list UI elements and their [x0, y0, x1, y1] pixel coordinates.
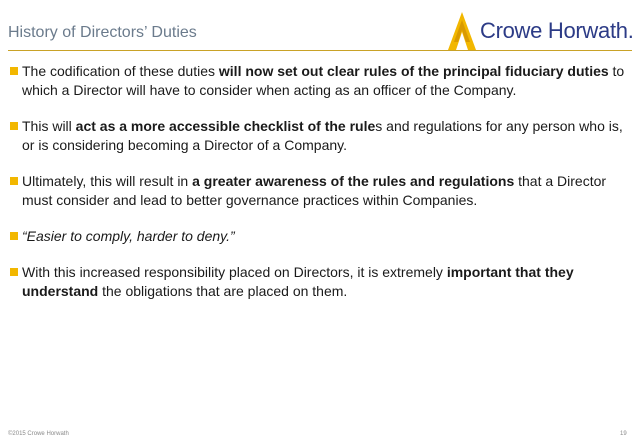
- square-bullet-icon: [10, 67, 18, 75]
- bullet-item: [10, 117, 630, 155]
- bullet-text: This will: [22, 118, 76, 134]
- bullet-list: [10, 62, 630, 318]
- footer-copyright: ©2015 Crowe Horwath: [8, 431, 69, 437]
- crowe-horwath-logo: [442, 10, 632, 50]
- bullet-text: s and regulations for any person who is, or is considering becoming a Director of a Company.: [22, 118, 623, 153]
- bullet-text: the obligations that are placed on them.: [98, 283, 348, 299]
- header-divider: [8, 50, 632, 51]
- quote-text: “Easier to comply, harder to deny.”: [22, 228, 235, 244]
- square-bullet-icon: [10, 177, 18, 185]
- bullet-text: that a Director must consider and lead to better governance practices within Companies.: [22, 173, 607, 208]
- square-bullet-icon: [10, 122, 18, 130]
- logo-wordmark-text: Crowe Horwath: [480, 18, 628, 43]
- bullet-text: to which a Director will have to consider when acting as an officer of the Company.: [22, 63, 625, 98]
- square-bullet-icon: [10, 232, 18, 240]
- square-bullet-icon: [10, 268, 18, 276]
- bullet-text: Ultimately, this will result in: [22, 173, 193, 189]
- bullet-item: [10, 172, 630, 210]
- logo-wordmark-period: .: [627, 18, 634, 43]
- page-number: 19: [620, 431, 627, 437]
- slide-header: [0, 0, 638, 54]
- bullet-text-bold: will now set out clear rules of the principal fiduciary duties: [218, 63, 609, 79]
- bullet-text: The codification of these duties: [22, 63, 219, 79]
- bullet-text-bold: act as a more accessible checklist of the rule: [75, 118, 376, 134]
- bullet-text-bold: a greater awareness of the rules and regulations: [192, 173, 515, 189]
- bullet-text: With this increased responsibility placed on Directors, it is extremely: [22, 264, 447, 280]
- bullet-text-bold: important that they understand: [22, 264, 574, 299]
- slide-title: History of Directors’ Duties: [8, 24, 197, 41]
- logo-wordmark: [480, 18, 634, 44]
- bullet-item-quote: [10, 227, 630, 246]
- bullet-item: [10, 62, 630, 100]
- bullet-item: [10, 263, 630, 301]
- crowe-horwath-logo-icon: [442, 10, 482, 50]
